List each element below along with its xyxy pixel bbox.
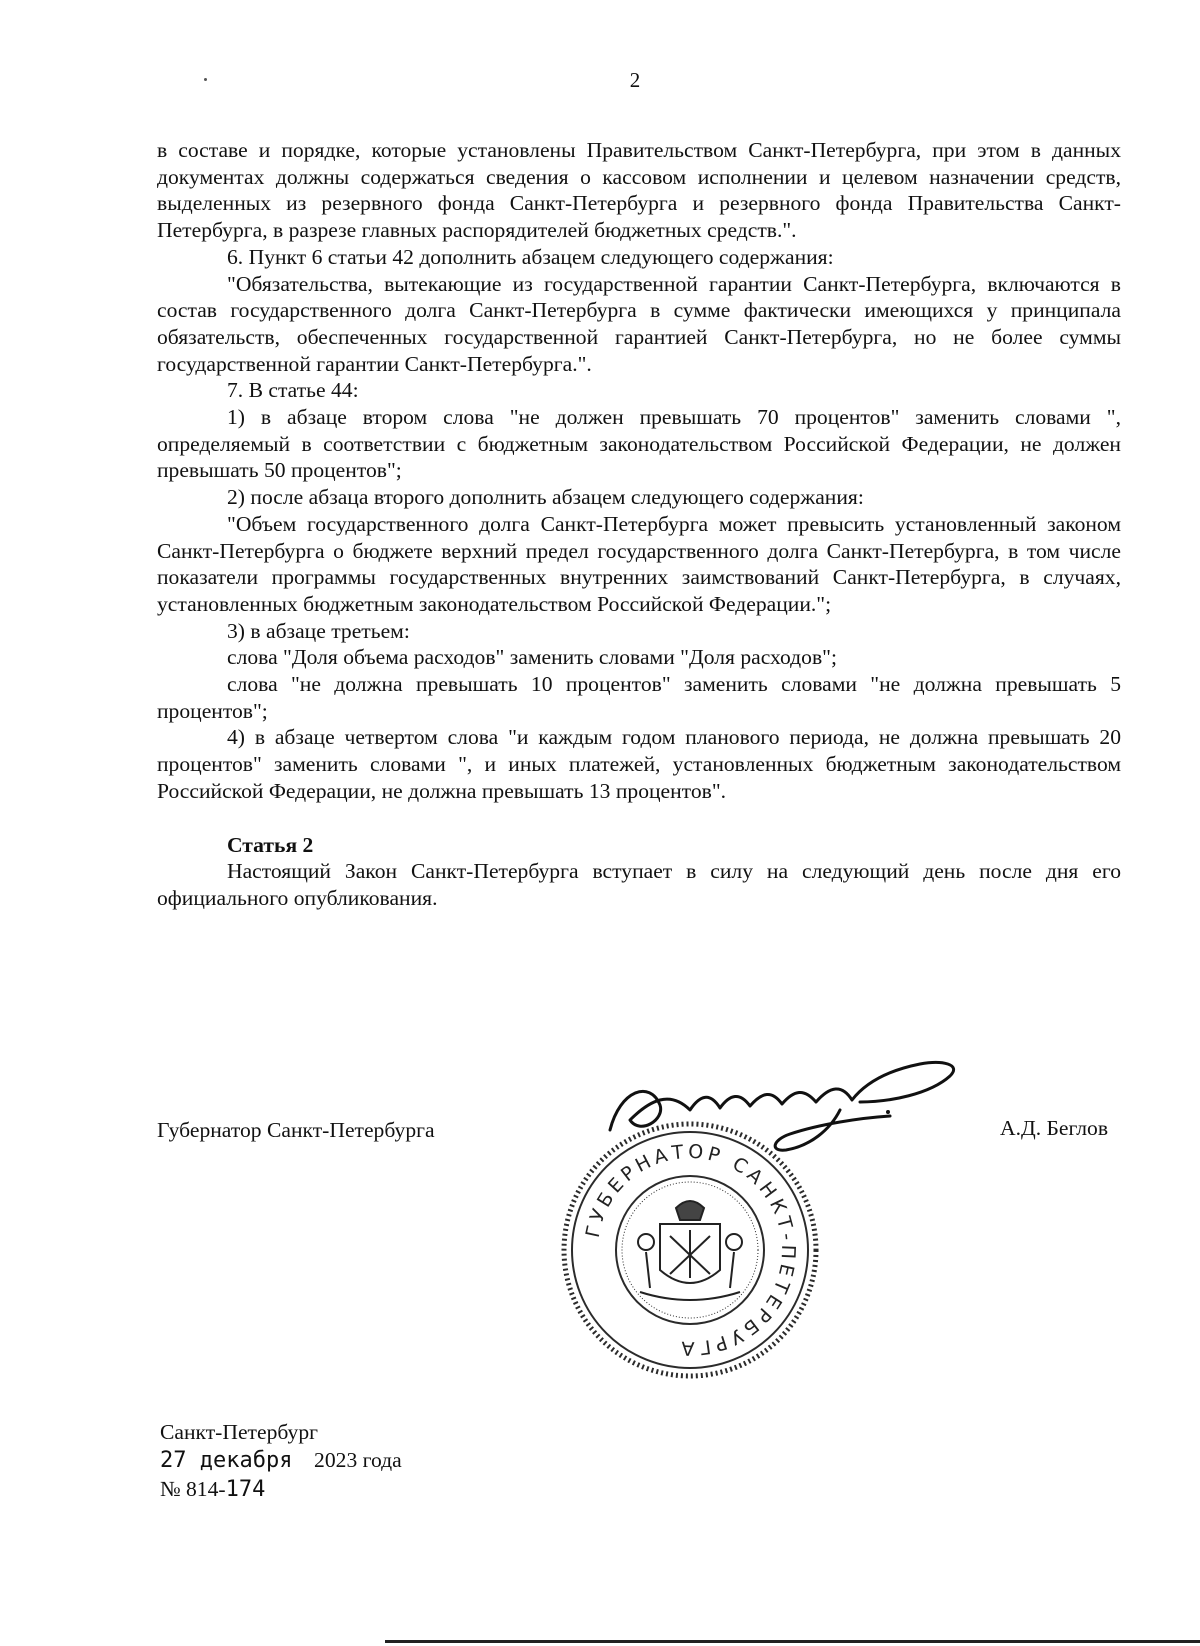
signatory-name: А.Д. Беглов bbox=[1000, 1116, 1109, 1140]
paragraph-quote-obligations: "Обязательства, вытекающие из государственной гарантии Санкт-Петербурга, включаются в состав государственного долга Санкт-Петербурга в сумме фактически имеющихся у принципала обязательств, обеспеченных государственной гарантией Санкт-Петербурга, но не более суммы государственной гарантии Санкт-Петербурга.". bbox=[157, 271, 1121, 376]
scan-edge-line bbox=[385, 1640, 1200, 1643]
paragraph-item-7: 7. В статье 44: bbox=[227, 378, 359, 403]
document-body bbox=[157, 137, 1121, 912]
handwritten-signature-icon bbox=[590, 1050, 990, 1160]
footer-number bbox=[160, 1475, 402, 1504]
page-number: 2 bbox=[629, 68, 641, 92]
article-2-heading: Статья 2 bbox=[227, 832, 314, 857]
paragraph-words-1: слова "Доля объема расходов" заменить словами "Доля расходов"; bbox=[227, 645, 837, 670]
paragraph-subitem-3: 3) в абзаце третьем: bbox=[227, 618, 410, 643]
article-2-text: Настоящий Закон Санкт-Петербурга вступает в силу на следующий день после дня его официального опубликования. bbox=[157, 859, 1121, 910]
footer-number-suffix: 174 bbox=[225, 1477, 266, 1502]
signatory-title: Губернатор Санкт-Петербурга bbox=[157, 1118, 435, 1142]
paragraph-quote-debt: "Объем государственного долга Санкт-Петербурга может превысить установленный законом Санкт-Петербурга о бюджете верхний предел государственного долга Санкт-Петербурга, в том числе показатели программы государственных внутренних заимствований Санкт-Петербурга, в случаях, установленных бюджетным законодательством Российской Федерации."; bbox=[157, 511, 1121, 616]
paragraph-continuation: в составе и порядке, которые установлены Правительством Санкт-Петербурга, при этом в данных документах должны содержаться сведения о кассовом исполнении и целевом назначении средств, выделенных из резервного фонда Санкт-Петербурга и резервного фонда Правительства Санкт-Петербурга, в разрезе главных распорядителей бюджетных средств.". bbox=[157, 138, 1121, 243]
footer-year: 2023 года bbox=[314, 1448, 402, 1472]
seal-text: ГУБЕРНАТОР САНКТ-ПЕТЕРБУРГА bbox=[581, 1140, 800, 1360]
document-footer bbox=[160, 1418, 402, 1504]
paragraph-item-6: 6. Пункт 6 статьи 42 дополнить абзацем следующего содержания: bbox=[227, 244, 834, 269]
footer-number-prefix: № 814- bbox=[160, 1477, 226, 1501]
paragraph-subitem-4: 4) в абзаце четвертом слова "и каждым годом планового периода, не должна превышать 20 процентов" заменить словами ", и иных платежей, установленных бюджетным законодательством Российской Федерации, не должна превышать 13 процентов". bbox=[157, 725, 1121, 803]
paragraph-words-2: слова "не должна превышать 10 процентов" заменить словами "не должна превышать 5 процентов"; bbox=[157, 672, 1121, 723]
footer-date bbox=[160, 1446, 402, 1475]
footer-day-month: 27 декабря bbox=[160, 1448, 293, 1473]
paragraph-subitem-2: 2) после абзаца второго дополнить абзацем следующего содержания: bbox=[227, 485, 864, 510]
footer-city: Санкт-Петербург bbox=[160, 1420, 318, 1444]
paragraph-subitem-1: 1) в абзаце втором слова "не должен превышать 70 процентов" заменить словами ", определяемый в соответствии с бюджетным законодательством Российской Федерации, не должен превышать 50 процентов"; bbox=[157, 405, 1121, 483]
